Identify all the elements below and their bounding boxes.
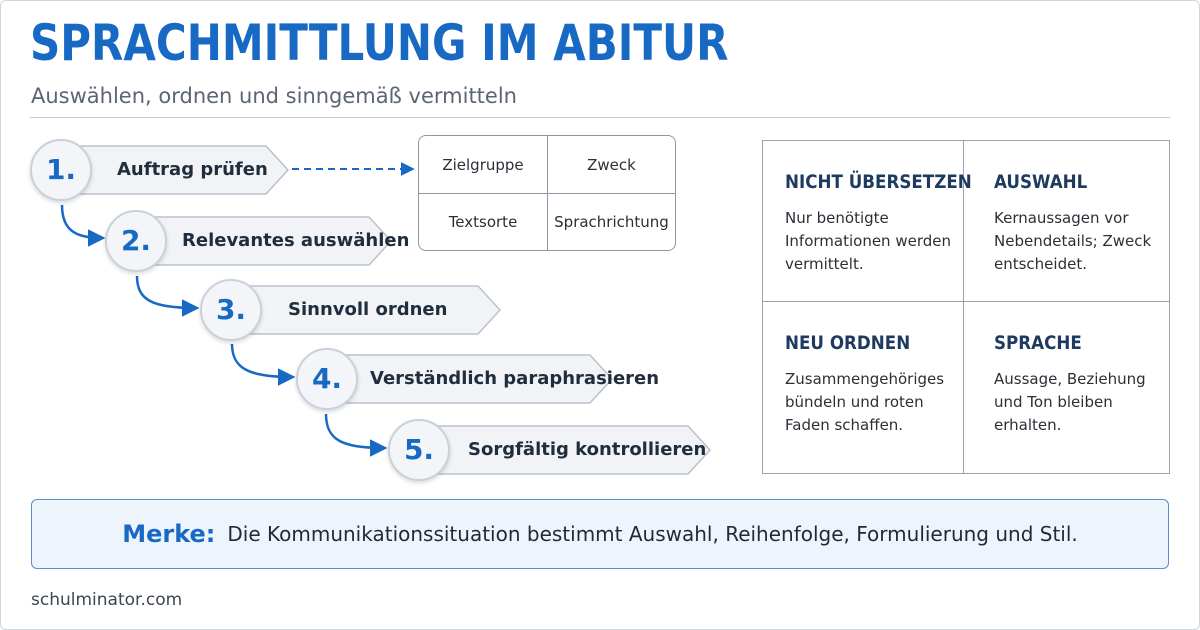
task-aspect-textsorte: Textsorte: [419, 193, 547, 250]
connector-2-3: [137, 276, 196, 308]
principle-text: Kernaussagen vor Nebendetails; Zweck entscheidet.: [994, 209, 1152, 273]
step-4-number: 4.: [296, 348, 358, 410]
connector-4-5: [326, 414, 384, 448]
step-5-number: 5.: [388, 419, 450, 481]
principle-auswahl: [963, 141, 1169, 301]
principle-heading: SPRACHE: [994, 332, 1082, 354]
principles-grid: [762, 140, 1170, 474]
merke-box: [31, 499, 1169, 569]
task-aspects-table: [418, 135, 676, 251]
page-subtitle: Auswählen, ordnen und sinngemäß vermitteln: [31, 84, 517, 108]
connector-1-2: [62, 205, 102, 238]
merke-text: Die Kommunikationssituation bestimmt Auswahl, Reihenfolge, Formulierung und Stil.: [227, 522, 1078, 546]
principle-sprache: [963, 301, 1169, 473]
principle-heading: NEU ORDNEN: [785, 332, 911, 354]
principle-nicht-uebersetzen: [763, 141, 972, 301]
principle-heading: AUSWAHL: [994, 171, 1088, 193]
connector-3-4: [232, 344, 292, 377]
merke-label: Merke:: [122, 520, 216, 548]
step-1-label: Auftrag prüfen: [117, 159, 268, 180]
task-aspect-zweck: Zweck: [547, 136, 675, 193]
step-2-label: Relevantes auswählen: [182, 230, 410, 251]
step-3-number: 3.: [200, 279, 262, 341]
step-4-label: Verständlich paraphrasieren: [370, 368, 660, 389]
step-2-number: 2.: [105, 210, 167, 272]
step-1-number: 1.: [30, 139, 92, 201]
step-3-label: Sinnvoll ordnen: [288, 299, 448, 320]
task-aspect-zielgruppe: Zielgruppe: [442, 155, 524, 174]
principle-heading: NICHT ÜBERSETZEN: [785, 171, 972, 193]
principle-text: Zusammengehöriges bündeln und roten Faden schaffen.: [785, 370, 945, 434]
task-aspect-sprachrichtung: Sprachrichtung: [547, 193, 675, 250]
step-5-label: Sorgfältig kontrollieren: [468, 439, 707, 460]
footer-site: schulminator.com: [31, 590, 183, 610]
principle-neu-ordnen: [763, 301, 963, 473]
principle-text: Aussage, Beziehung und Ton bleiben erhalten.: [994, 370, 1146, 434]
page-title: SPRACHMITTLUNG IM ABITUR: [30, 14, 729, 72]
principle-text: Nur benötigte Informationen werden vermittelt.: [785, 209, 951, 273]
